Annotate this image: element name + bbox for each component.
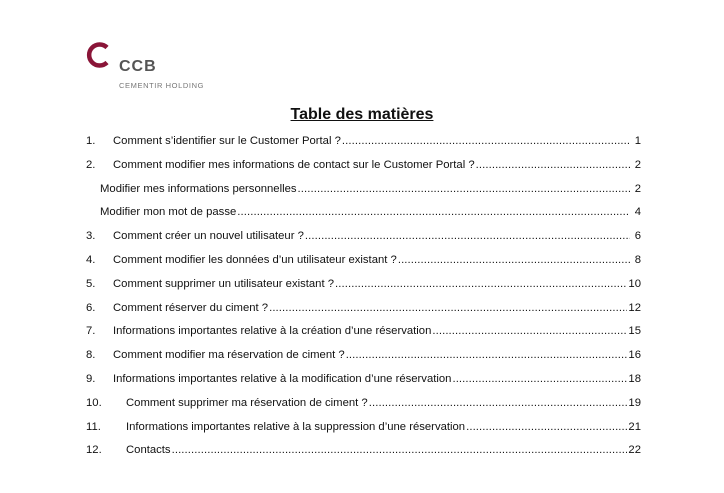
toc-leader <box>466 421 627 433</box>
toc-number: 5. <box>86 277 96 290</box>
toc-number: 6. <box>86 301 96 314</box>
toc-label: Comment modifier ma réservation de ciment ? <box>113 349 345 362</box>
toc-page: 10 <box>628 277 641 290</box>
logo-brand: CCB <box>119 58 157 75</box>
toc-leader <box>452 373 627 385</box>
company-logo <box>86 40 226 92</box>
toc-page: 2 <box>634 158 641 171</box>
table-of-contents <box>86 135 641 468</box>
toc-entry[interactable] <box>86 159 641 183</box>
toc-leader <box>172 444 628 456</box>
toc-page: 21 <box>628 420 641 433</box>
toc-entry[interactable] <box>86 325 641 349</box>
toc-entry[interactable] <box>86 302 641 326</box>
toc-leader <box>335 278 627 290</box>
toc-number: 9. <box>86 372 96 385</box>
ccb-logo-icon <box>86 42 112 68</box>
toc-page: 15 <box>628 325 641 338</box>
toc-leader <box>369 397 628 409</box>
toc-page: 22 <box>628 444 641 457</box>
toc-page: 16 <box>628 349 641 362</box>
toc-label: Comment modifier mes informations de contact sur le Customer Portal ? <box>113 158 475 171</box>
toc-entry[interactable] <box>86 135 641 159</box>
toc-page: 4 <box>634 206 641 219</box>
toc-number: 12. <box>86 444 102 457</box>
toc-leader <box>237 206 630 218</box>
toc-label: Comment supprimer ma réservation de ciment ? <box>126 396 368 409</box>
toc-leader <box>269 302 627 314</box>
toc-number: 8. <box>86 349 96 362</box>
toc-label: Comment créer un nouvel utilisateur ? <box>113 230 304 243</box>
toc-number: 2. <box>86 158 96 171</box>
toc-entry[interactable] <box>86 373 641 397</box>
toc-page: 18 <box>628 372 641 385</box>
toc-page: 2 <box>634 182 641 195</box>
toc-page: 19 <box>628 396 641 409</box>
toc-label: Modifier mes informations personnelles <box>100 182 297 195</box>
toc-entry[interactable] <box>86 421 641 445</box>
toc-subentry[interactable] <box>86 206 641 230</box>
toc-page: 6 <box>634 230 641 243</box>
toc-leader <box>298 183 630 195</box>
toc-entry[interactable] <box>86 444 641 468</box>
toc-label: Comment s’identifier sur le Customer Portal ? <box>113 135 341 147</box>
toc-number: 3. <box>86 230 96 243</box>
toc-entry[interactable] <box>86 254 641 278</box>
toc-entry[interactable] <box>86 349 641 373</box>
toc-leader <box>342 135 630 147</box>
toc-label: Contacts <box>126 444 171 457</box>
toc-number: 11. <box>86 420 101 433</box>
toc-leader <box>346 349 628 361</box>
toc-label: Modifier mon mot de passe <box>100 206 237 219</box>
toc-leader <box>398 254 630 266</box>
toc-number: 4. <box>86 253 96 266</box>
toc-label: Informations importantes relative à la création d’une réservation <box>113 325 432 338</box>
toc-entry[interactable] <box>86 230 641 254</box>
toc-number: 1. <box>86 135 96 147</box>
toc-entry[interactable] <box>86 278 641 302</box>
toc-leader <box>305 230 630 242</box>
toc-title: Table des matières <box>290 106 434 123</box>
toc-page: 8 <box>634 253 641 266</box>
toc-page: 12 <box>628 301 641 314</box>
toc-subentry[interactable] <box>86 183 641 207</box>
toc-number: 10. <box>86 396 102 409</box>
toc-page: 1 <box>634 135 641 147</box>
toc-entry[interactable] <box>86 397 641 421</box>
logo-subtitle: CEMENTIR HOLDING <box>119 81 205 90</box>
toc-label: Comment modifier les données d’un utilisateur existant ? <box>113 253 397 266</box>
toc-label: Comment réserver du ciment ? <box>113 301 269 314</box>
toc-label: Informations importantes relative à la suppression d’une réservation <box>126 420 466 433</box>
toc-leader <box>432 325 627 337</box>
toc-number: 7. <box>86 325 96 338</box>
toc-label: Comment supprimer un utilisateur existant ? <box>113 277 335 290</box>
toc-leader <box>476 159 630 171</box>
toc-label: Informations importantes relative à la modification d’une réservation <box>113 372 452 385</box>
